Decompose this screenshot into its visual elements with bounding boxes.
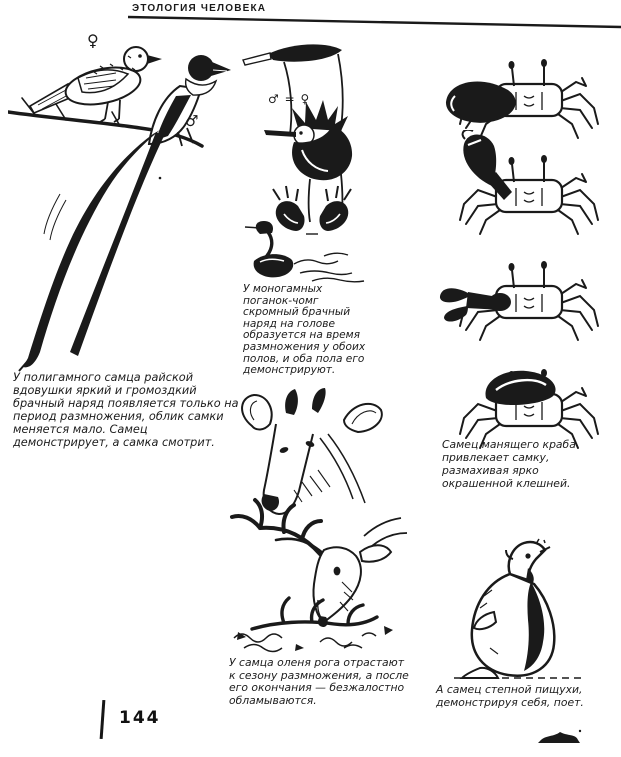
- grebes-illustration: [240, 38, 410, 283]
- fiddler-crab-claw-raised: [438, 130, 615, 238]
- whydah-pair-illustration: [8, 26, 238, 372]
- deer-illustration: [224, 386, 410, 654]
- male-symbol: ♂: [185, 112, 199, 130]
- caption-grebe: У моногамных поганок-чомг скромный брачный наряд на голове образуется на время размножения у обоих полов, и оба пола его демонстрируют.: [243, 283, 366, 377]
- caption-pika: А самец степной пищухи, демонстрируя себя, поет.: [436, 683, 584, 709]
- page-number: 144: [119, 708, 161, 728]
- caption-crab: Самец манящего краба привлекает самку, размахивая ярко окрашенной клешней.: [442, 438, 576, 490]
- page-header-title: ЭТОЛОГИЯ ЧЕЛОВЕКА: [132, 3, 267, 14]
- female-symbol: ♀: [87, 31, 99, 50]
- pika-singing-illustration: [440, 538, 600, 680]
- caption-deer: У самца оленя рога отрастают к сезону размножения, а после его окончания — безжалостно обламываются.: [229, 656, 409, 707]
- grebe-courtship-pair: [273, 186, 351, 234]
- female-whydah-bird: [30, 47, 162, 122]
- male-equals-female-symbol: ♂ = ♀: [268, 92, 311, 106]
- deer-shedding-antlers: [232, 500, 407, 652]
- grebe-swimming: [245, 221, 364, 282]
- page-number-mark: [100, 700, 106, 739]
- fiddler-crab-claw-extended: [438, 248, 615, 348]
- ink-smudge: [536, 728, 584, 746]
- caption-whydah: У полигамного самца райской вдовушки яркий и громоздкий брачный наряд появляется только на период размножения, облик самки меняется мало. Самец демонстрирует, а самка смотрит.: [13, 371, 239, 449]
- deer-velvet-antlers: [242, 388, 382, 514]
